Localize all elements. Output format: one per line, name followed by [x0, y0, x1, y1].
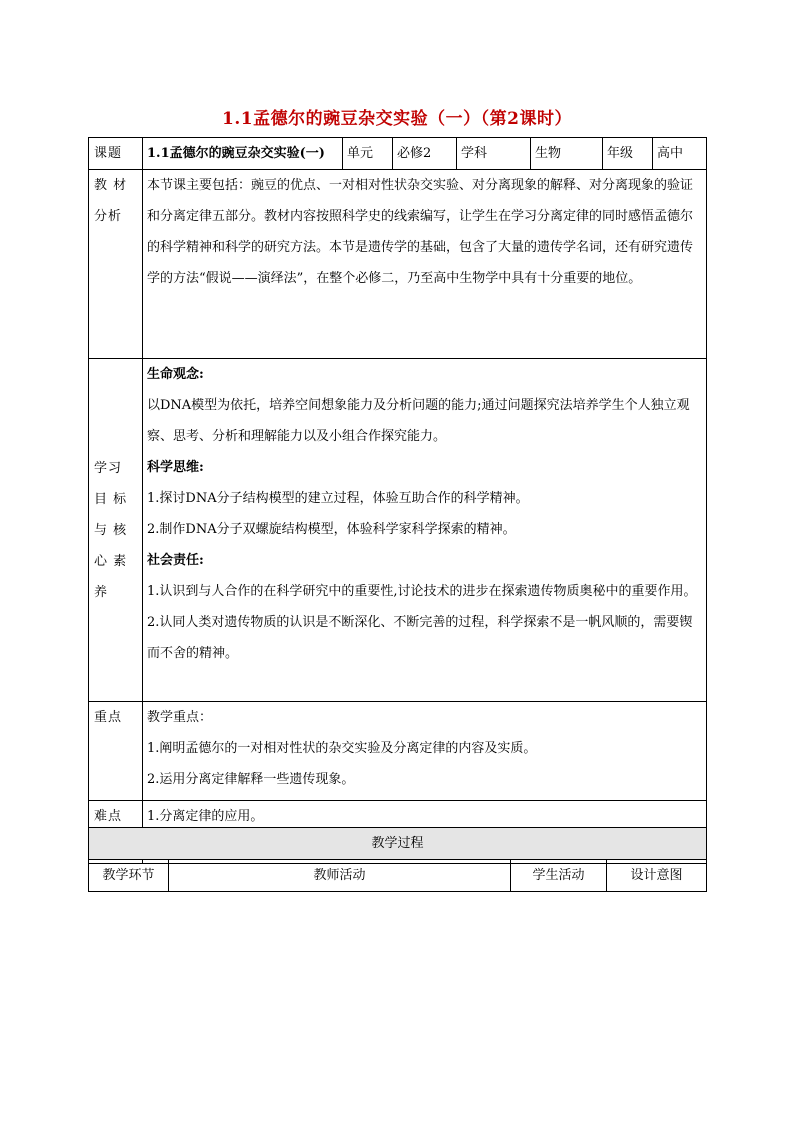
lesson-info-table — [88, 137, 707, 864]
process-columns-row — [89, 860, 707, 892]
analysis-label-line-2: 分析 — [94, 209, 123, 224]
key-points-row — [89, 702, 707, 801]
analysis-row — [89, 170, 707, 359]
objectives-label-line: 养 — [94, 584, 109, 600]
unit-value: 必修2 — [393, 138, 457, 170]
grade-label: 年级 — [603, 138, 653, 170]
header-row — [89, 138, 707, 170]
social-responsibility-title: 社会责任: — [147, 553, 204, 568]
objectives-label-line: 目 标 — [94, 491, 128, 507]
objectives-label — [89, 359, 143, 702]
col-teaching-stage: 教学环节 — [89, 860, 169, 892]
col-design-intent: 设计意图 — [607, 860, 707, 892]
key-point-item: 2.运用分离定律解释一些遗传现象。 — [147, 772, 355, 787]
analysis-text — [143, 170, 707, 359]
social-responsibility-item: 1.认识到与人合作的在科学研究中的重要性,讨论技术的进步在探索遗传物质奥秘中的重要作用。 — [147, 584, 697, 599]
key-points-heading: 教学重点： — [147, 710, 213, 725]
topic-value: 1.1孟德尔的豌豆杂交实验(一) — [143, 138, 343, 170]
analysis-paragraph: 本节课主要包括：豌豆的优点、一对相对性状杂交实验、对分离现象的解释、对分离现象的验证和分离定律五部分。教材内容按照科学史的线索编写，让学生在学习分离定律的同时感悟孟德尔的科学精神和科学的研究方法。本节是遗传学的基础，包含了大量的遗传学名词，还有研究遗传学的方法“假说——演绎法”，在整个必修二，乃至高中生物学中具有十分重要的地位。 — [147, 178, 694, 286]
subject-value: 生物 — [531, 138, 603, 170]
difficulty-item: 1.分离定律的应用。 — [147, 809, 264, 824]
process-header: 教学过程 — [89, 828, 707, 860]
objectives-content — [143, 359, 707, 702]
life-concept-text: 以DNA模型为依托，培养空间想象能力及分析问题的能力;通过问题探究法培养学生个人独立观察、思考、分析和理解能力以及小组合作探究能力。 — [147, 398, 690, 444]
social-responsibility-item: 2.认同人类对遗传物质的认识是不断深化、不断完善的过程，科学探索不是一帆风顺的，需要锲而不舍的精神。 — [147, 615, 693, 661]
unit-label: 单元 — [343, 138, 393, 170]
subject-label: 学科 — [457, 138, 531, 170]
scientific-thinking-item: 2.制作DNA分子双螺旋结构模型，体验科学家科学探索的精神。 — [147, 522, 516, 537]
scientific-thinking-title: 科学思维: — [147, 460, 204, 475]
objectives-label-line: 学习 — [94, 460, 123, 476]
analysis-label-line-1: 教 材 — [94, 178, 128, 193]
scientific-thinking-item: 1.探讨DNA分子结构模型的建立过程，体验互助合作的科学精神。 — [147, 491, 529, 506]
objectives-row — [89, 359, 707, 702]
process-header-row — [89, 828, 707, 860]
key-point-item: 1.阐明孟德尔的一对相对性状的杂交实验及分离定律的内容及实质。 — [147, 741, 537, 756]
col-teacher-activity: 教师活动 — [169, 860, 511, 892]
grade-value: 高中 — [653, 138, 707, 170]
objectives-label-line: 与 核 — [94, 522, 128, 538]
key-points-content — [143, 702, 707, 801]
objectives-label-line: 心 素 — [94, 553, 128, 569]
topic-label: 课题 — [89, 138, 143, 170]
document-title: 1.1孟德尔的豌豆杂交实验（一）（第2课时） — [222, 109, 572, 129]
col-student-activity: 学生活动 — [511, 860, 607, 892]
key-points-label: 重点 — [89, 702, 143, 801]
difficulties-label: 难点 — [89, 801, 143, 864]
life-concept-title: 生命观念: — [147, 367, 204, 382]
analysis-label — [89, 170, 143, 359]
teaching-process-table — [88, 827, 707, 892]
